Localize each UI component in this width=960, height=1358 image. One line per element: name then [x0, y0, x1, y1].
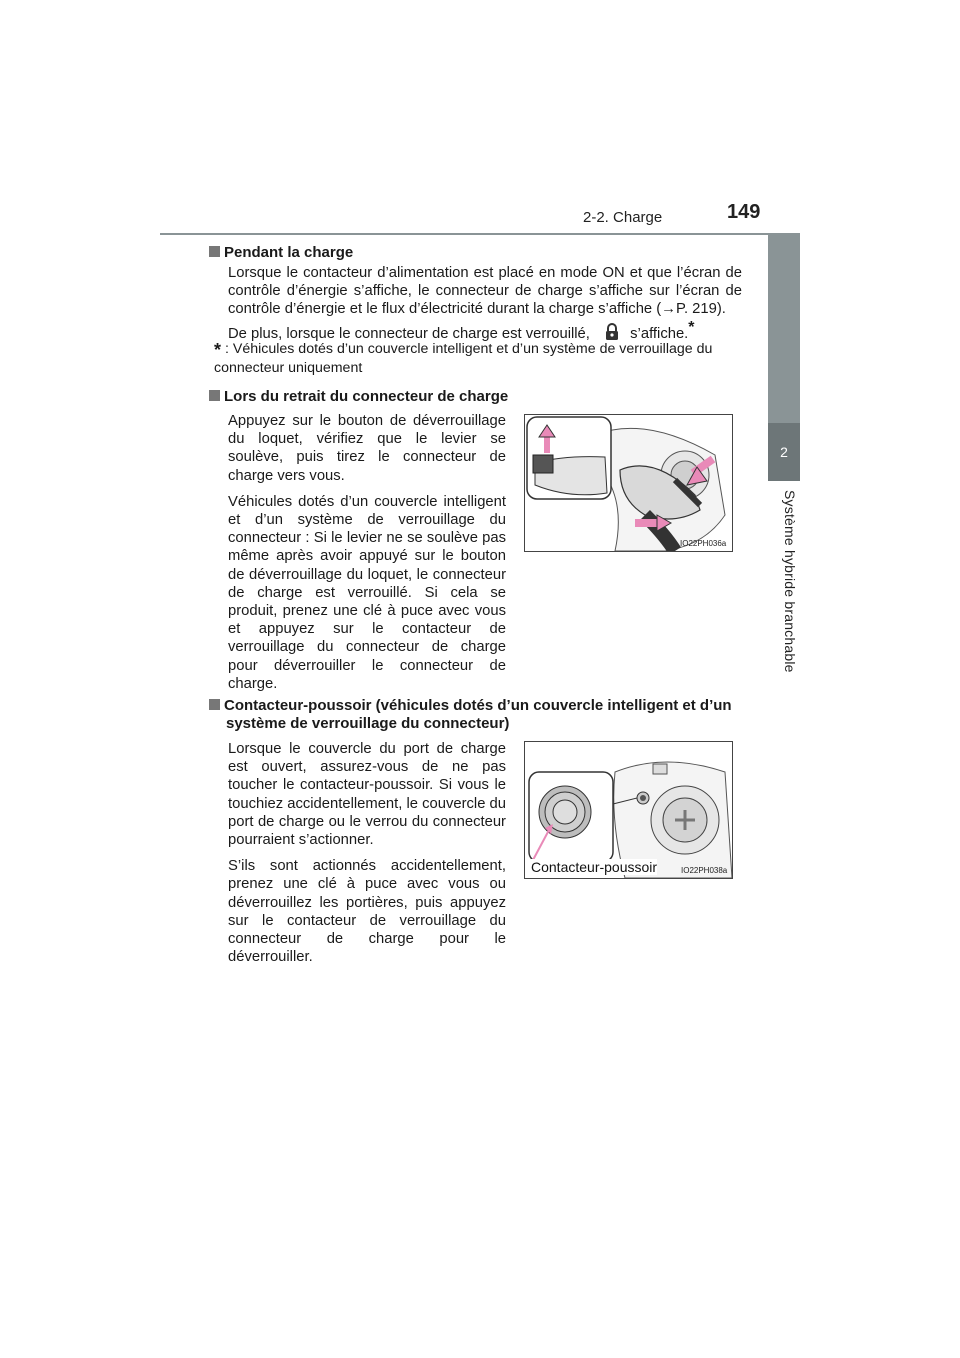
- paragraph: Lorsque le contacteur d’alimentation est placé en mode ON et que l’écran de contrôle d’énergie s’affiche, le connecteur de charge s’affiche sur l’écran de contrôle d’énergie et le flux d’électricité durant la charge s’affiche (→P. 219).: [228, 265, 742, 318]
- header-divider: [160, 233, 800, 235]
- figure-code: IO22PH038a: [681, 866, 728, 875]
- paragraph: Lorsque le couvercle du port de charge est ouvert, assurez-vous de ne pas toucher le contacteur-poussoir. Si vous le touchiez accidentellement, le couvercle du port de charge ou le verrou du connecteur pourraient s’actionner.: [228, 741, 507, 849]
- figure-connector-removal: [524, 414, 733, 552]
- figure-code: IO22PH036a: [680, 539, 727, 548]
- square-bullet-icon: [209, 246, 220, 257]
- footnote: [214, 340, 746, 377]
- heading-text: système de verrouillage du connecteur): [226, 715, 510, 732]
- section-body-push-switch: [228, 740, 506, 974]
- section-heading-charging: [209, 244, 353, 262]
- square-bullet-icon: [209, 699, 220, 710]
- footnote-star: *: [214, 340, 222, 360]
- chapter-tab: 2: [768, 423, 800, 481]
- heading-text: Lors du retrait du connecteur de charge: [224, 388, 509, 405]
- text: s’affiche.: [630, 325, 689, 342]
- figure-push-switch: [524, 741, 733, 879]
- square-bullet-icon: [209, 390, 220, 401]
- paragraph: S’ils sont actionnés accidentellement, prenez une clé à puce avec vous ou déverrouillez les portières, puis appuyez sur le contacteur de verrouillage du connecteur de charge pour le déverrouiller.: [228, 858, 506, 966]
- footnote-text: : Véhicules dotés d’un couvercle intelligent et d’un système de verrouillage du connecteur uniquement: [214, 341, 713, 377]
- connector-illustration: [525, 415, 732, 551]
- lock-icon: [604, 323, 620, 341]
- paragraph: Véhicules dotés d’un couvercle intelligent et d’un système de verrouillage du connecteur : Si le levier ne se soulève pas même après avoir appuyé sur le bouton de déverrouillage du loquet, le connecteur de charge est verrouillé. Si cela se produit, prenez une clé à puce avec vous et appuyez sur le contacteur de verrouillage du connecteur de charge pour déverrouiller le connecteur de charge.: [228, 493, 506, 692]
- footnote-marker: *: [688, 318, 695, 336]
- section-body-removal: [228, 412, 506, 701]
- page-number: 149: [727, 201, 761, 223]
- heading-text: Pendant la charge: [224, 244, 354, 261]
- chapter-title: Système hybride branchable: [782, 490, 798, 673]
- callout-push-switch: Contacteur-poussoir: [531, 859, 658, 875]
- heading-text: Contacteur-poussoir (véhicules dotés d’un couvercle intelligent et d’un: [224, 697, 732, 714]
- paragraph: Appuyez sur le bouton de déverrouillage du loquet, vérifiez que le levier se soulève, puis tirez le connecteur de charge vers vous.: [228, 413, 506, 484]
- section-title: 2-2. Charge: [583, 209, 663, 226]
- section-body-charging: [228, 264, 742, 347]
- section-heading-removal: [209, 388, 508, 406]
- text: De plus, lorsque le connecteur de charge est verrouillé,: [228, 325, 590, 342]
- charge-port-illustration: [525, 742, 732, 878]
- section-heading-push-switch: [209, 697, 749, 733]
- side-bar: [768, 233, 800, 423]
